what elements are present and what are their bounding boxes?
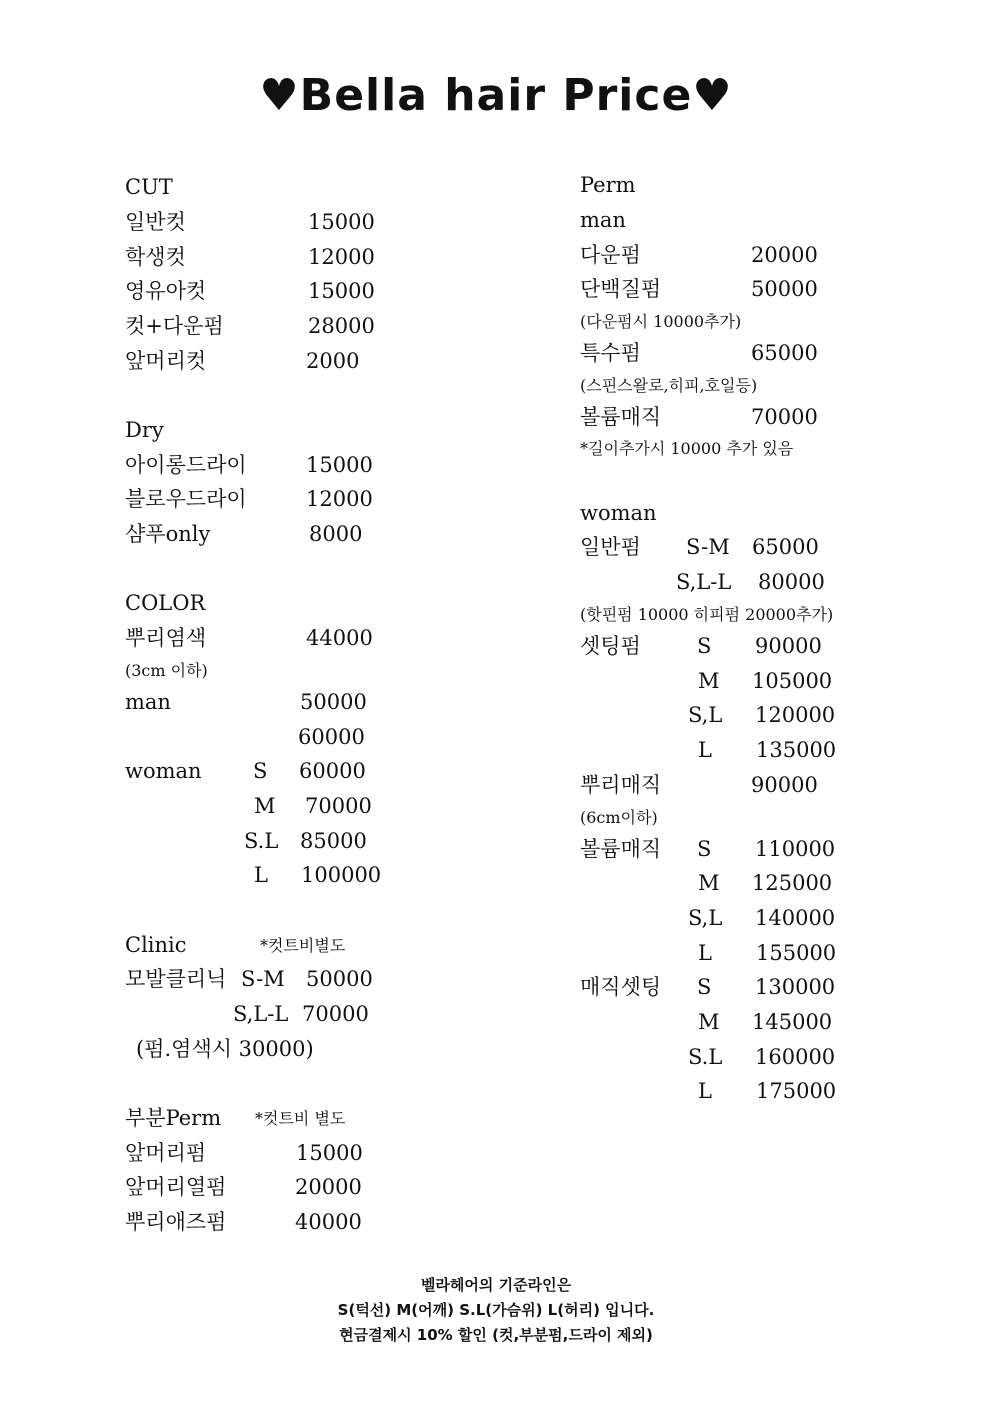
perm-general-size: S-M [686,535,730,559]
color-woman-price: 100000 [301,863,382,887]
perm-setting-price: 120000 [755,703,836,727]
dry-item-name: 블로우드라이 [125,487,247,511]
perm-magicset-size: M [698,1010,720,1034]
perm-rootmagic-name: 뿌리매직 [580,773,662,797]
cut-item-name: 앞머리컷 [125,349,207,373]
perm-volmagic-size: S,L [688,906,723,930]
clinic-note: *컷트비별도 [260,936,346,955]
perm-setting-price: 105000 [752,669,833,693]
partial-perm-item-name: 앞머리열펌 [125,1175,227,1199]
perm-rootmagic-price: 90000 [751,773,818,797]
color-woman-label: woman [125,759,202,783]
partial-perm-item-price: 15000 [296,1141,363,1165]
perm-volmagic-size: S [697,837,712,861]
cut-item-price: 15000 [308,279,375,303]
clinic-size: S,L-L [233,1002,289,1026]
perm-man-item-name: 다운펌 [580,243,641,267]
perm-volmagic-name: 볼륨매직 [580,837,662,861]
perm-setting-size: S [697,634,712,658]
cut-item-price: 2000 [306,349,360,373]
perm-general-name: 일반펌 [580,535,641,559]
perm-general-price: 80000 [758,570,825,594]
perm-volume-name: 볼륨매직 [580,405,662,429]
color-man-price: 50000 [300,690,367,714]
perm-general-note: (핫핀펌 10000 히피펌 20000추가) [580,605,834,624]
perm-magicset-price: 145000 [752,1010,833,1034]
perm-volmagic-size: L [698,941,712,965]
perm-volmagic-price: 155000 [756,941,837,965]
perm-volmagic-price: 110000 [755,837,836,861]
perm-setting-size: S,L [688,703,723,727]
perm-volmagic-size: M [698,871,720,895]
cut-item-name: 컷+다운펌 [125,314,224,338]
dry-item-price: 8000 [309,522,363,546]
perm-heading: Perm [580,173,636,197]
perm-volume-note: *길이추가시 10000 추가 있음 [580,439,794,458]
partial-perm-item-price: 20000 [295,1175,362,1199]
clinic-size: S-M [241,967,285,991]
perm-man-note: (다운펌시 10000추가) [580,312,742,331]
dry-item-name: 아이롱드라이 [125,453,247,477]
perm-rootmagic-note: (6cm이하) [580,808,658,827]
perm-magicset-price: 175000 [756,1079,837,1103]
perm-setting-price: 135000 [756,738,837,762]
perm-setting-price: 90000 [755,634,822,658]
perm-special-price: 65000 [751,341,818,365]
perm-man-label: man [580,208,626,232]
perm-special-note: (스핀스왈로,히피,호일등) [580,376,758,395]
clinic-price: 50000 [306,967,373,991]
perm-man-item-name: 단백질펌 [580,277,662,301]
perm-setting-name: 셋팅펌 [580,634,641,658]
perm-volmagic-price: 125000 [752,871,833,895]
clinic-price: 70000 [302,1002,369,1026]
color-woman-price: 85000 [300,829,367,853]
cut-heading: CUT [125,175,173,199]
dry-heading: Dry [125,418,164,442]
perm-general-price: 65000 [752,535,819,559]
perm-woman-label: woman [580,501,657,525]
color-woman-price: 60000 [299,759,366,783]
perm-setting-size: M [698,669,720,693]
perm-magicset-size: L [698,1079,712,1103]
perm-magicset-size: S [697,975,712,999]
perm-magicset-price: 160000 [755,1045,836,1069]
perm-magicset-size: S.L [688,1045,723,1069]
color-woman-size: L [254,863,268,887]
footer-line-3: 현금결제시 10% 할인 (컷,부분펌,드라이 제외) [339,1326,653,1344]
clinic-name: 모발클리닉 [125,967,227,991]
partial-perm-item-price: 40000 [295,1210,362,1234]
dry-item-name: 샴푸only [125,522,211,546]
clinic-extra: (펌.염색시 30000) [136,1037,314,1061]
perm-special-name: 특수펌 [580,341,641,365]
color-heading: COLOR [125,591,206,615]
partial-perm-note: *컷트비 별도 [255,1109,346,1128]
cut-item-price: 15000 [308,210,375,234]
footer-line-2: S(턱선) M(어깨) S.L(가슴위) L(허리) 입니다. [337,1301,655,1319]
perm-man-item-price: 50000 [751,277,818,301]
color-woman-size: M [254,794,276,818]
cut-item-name: 일반컷 [125,210,186,234]
color-woman-price: 70000 [305,794,372,818]
clinic-heading: Clinic [125,933,187,957]
color-root-note: (3cm 이하) [125,661,208,680]
color-woman-size: S.L [244,829,279,853]
dry-item-price: 15000 [306,453,373,477]
perm-general-size: S,L-L [676,570,732,594]
cut-item-price: 28000 [308,314,375,338]
color-root-price: 44000 [306,626,373,650]
cut-item-price: 12000 [308,245,375,269]
partial-perm-heading: 부분Perm [125,1106,222,1130]
partial-perm-item-name: 앞머리펌 [125,1141,207,1165]
perm-magicset-price: 130000 [755,975,836,999]
footer-line-1: 벨라헤어의 기준라인은 [420,1276,572,1294]
perm-man-item-price: 20000 [751,243,818,267]
page-title: ♥Bella hair Price♥ [259,70,733,121]
dry-item-price: 12000 [306,487,373,511]
cut-item-name: 학생컷 [125,245,186,269]
color-man-price: 60000 [298,725,365,749]
partial-perm-item-name: 뿌리애즈펌 [125,1210,227,1234]
color-root-name: 뿌리염색 [125,626,207,650]
perm-magicset-name: 매직셋팅 [580,975,662,999]
cut-item-name: 영유아컷 [125,279,207,303]
color-woman-size: S [253,759,268,783]
perm-volume-price: 70000 [751,405,818,429]
perm-volmagic-price: 140000 [755,906,836,930]
color-man-label: man [125,690,171,714]
perm-setting-size: L [698,738,712,762]
